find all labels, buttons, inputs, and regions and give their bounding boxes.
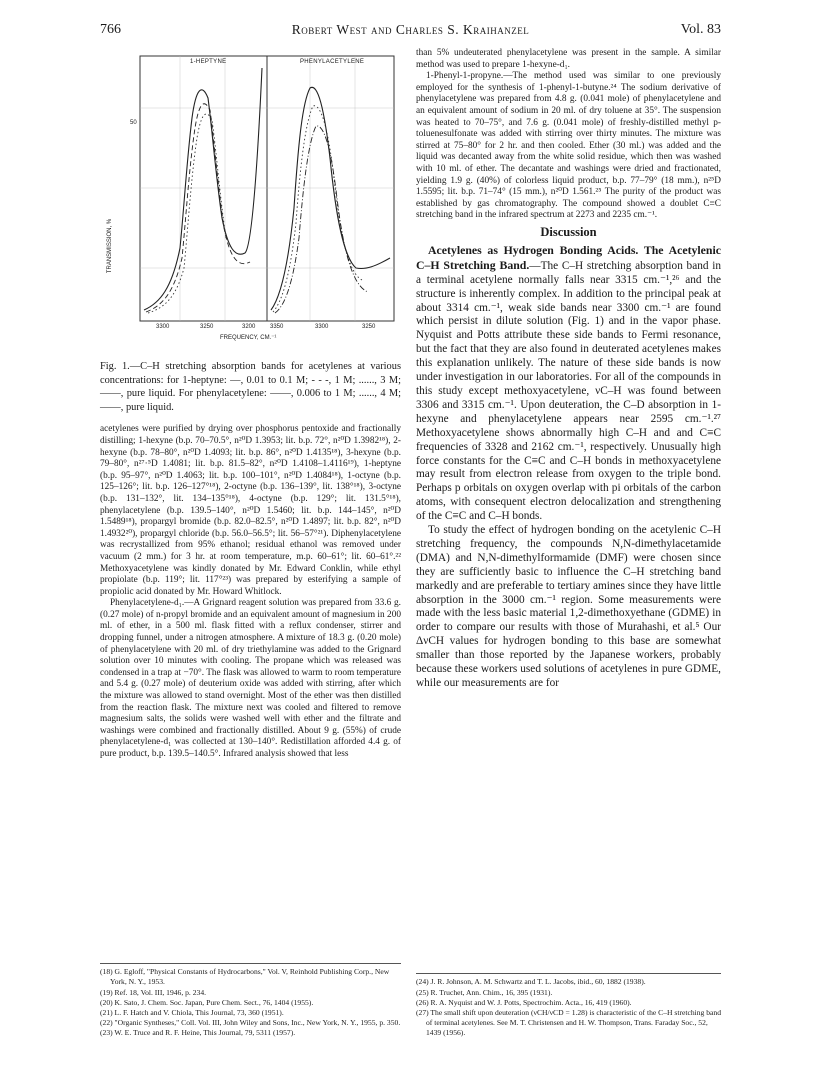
footnote: (22) "Organic Syntheses," Coll. Vol. III, John Wiley and Sons, Inc., New York, N. Y., 1955, p. 350.: [100, 1017, 401, 1027]
volume-label: Vol. 83: [680, 22, 721, 37]
series-heptyne-1m: [146, 104, 250, 312]
series-phenylacetylene-pure: [275, 126, 368, 313]
paragraph: Phenylacetylene-d₁.—A Grignard reagent solution was prepared from 33.6 g. (0.27 mole) of n-propyl bromide and an equivalent amount of magnesium in 200 ml. of ether, in a 500 ml. flask fitted with a reflux condenser, stirrer and dropping funnel, under a nitrogen atmosphere. A mixture of 18.3 g. (0.20 mole) of phenylacetylene with 20 ml. of dry triethylamine was added to the Grignard solution over 10 minutes with cooling. The propane which was released was condensed in a trap at −70°. The flask was allowed to warm to room temperature and 5.4 g. (0.27 mole) of deuterium oxide was added with stirring, after which the mixture was allowed to stand overnight. Most of the ether was then distilled from the reaction flask. The mixture next was cooled and filtered to remove magnesium salts, the solids were washed well with ether and the filtrate and washings were combined and fractionally distilled. About 9 g. (55%) of crude phenylacetylene-d₁ was collected at 130–140°. Redistillation afforded 4.4 g. of pure product, b.p. 139.5–140.5°. Infrared analysis showed that less: [100, 598, 401, 759]
x-tick-6: 3250: [362, 324, 376, 330]
page-number: 766: [100, 22, 121, 37]
left-footnotes: [100, 958, 401, 1038]
series-heptyne-dilute: [144, 68, 262, 310]
panel-label-right: PHENYLACETYLENE: [300, 59, 365, 65]
page-header: [100, 22, 721, 44]
right-column: [416, 48, 721, 1038]
footnote: (21) L. F. Hatch and V. Chiola, This Journal, 73, 360 (1951).: [100, 1007, 284, 1017]
x-tick-5: 3300: [315, 324, 329, 330]
footnote: (25) R. Truchet, Ann. Chim., 16, 395 (1931).: [416, 987, 553, 997]
section-heading: Discussion: [540, 224, 597, 239]
spectra-plot: [100, 48, 400, 348]
right-footnotes: [416, 968, 721, 1038]
paragraph: 1-Phenyl-1-propyne.—The method used was similar to one previously employed for the synthesis of 1-phenyl-1-butyne.²⁴ The sodium derivative of phenylacetylene was prepared from 4.8 g. (0.041 mole) of phenylacetylene and an equivalent amount of sodium in 20 ml. of dry toluene at 35°. The suspension was heated to 70–75°, and 7.6 g. (0.041 mole) of freshly-distilled methyl p-toluenesulfonate was added with stirring over thirty minutes. The mixture was stirred at 75–80° for 2 hr. and then cooled. Ether (30 ml.) was added and the liquid was decanted away from the white solid residue, which then was washed with 10 ml. of ether. The decantate and washings were dried and fractionated, yielding 1.9 g. (40%) of colorless liquid product, b.p. 77–79° (18 mm.), n²⁵D 1.5595; lit. b.p. 71–74° (15 mm.), n²⁰D 1.561.²⁵ The purity of the product was established by gas chromatography. The compound showed a doublet C≡C stretching band in the infrared spectrum at 2273 and 2235 cm.⁻¹.: [416, 71, 721, 221]
x-tick-1: 3300: [156, 324, 170, 330]
figure-caption: Fig. 1.—C–H stretching absorption bands for acetylenes at various concentrations: for 1-heptyne: —, 0.01 to 0.1 M; - - -, 1 M; ......, 3 M; ——, pure liquid. For phenylacetylene: ——, 0.006 to 1 M; ......, 4 M; ——, pure liquid.: [100, 361, 401, 413]
footnote-rule: [416, 973, 721, 974]
series-phenylacetylene-4m: [273, 106, 362, 312]
footnote: (23) W. E. Truce and R. F. Heine, This Journal, 79, 5311 (1957).: [100, 1027, 296, 1037]
x-tick-4: 3350: [270, 324, 284, 330]
discussion-body: [416, 244, 721, 691]
running-title: Robert West and Charles S. Kraihanzel: [291, 22, 530, 37]
subsection-heading: Acetylenes as Hydrogen Bonding Acids. The Acetylenic C–H Stretching Band.: [416, 242, 721, 272]
footnote: (19) Ref. 18, Vol. III, 1946, p. 234.: [100, 987, 207, 997]
left-body: [100, 424, 401, 760]
figure-1: [100, 48, 400, 348]
footnote: (26) R. A. Nyquist and W. J. Potts, Spectrochim. Acta., 16, 419 (1960).: [416, 997, 632, 1007]
footnote: (27) The small shift upon deuteration (νCH/νCD = 1.28) is characteristic of the C–H stretching band of terminal acetylenes. See M. T. Christensen and H. W. Thompson, Trans. Faraday Soc., 52, 1439 (1956).: [416, 1007, 721, 1037]
y-tick-label: 50: [130, 120, 137, 126]
footnote: (24) J. R. Johnson, A. M. Schwartz and T. L. Jacobs, ibid., 60, 1882 (1938).: [416, 977, 646, 987]
x-tick-3: 3200: [242, 324, 256, 330]
left-column: [100, 48, 401, 1038]
panel-label-left: 1-HEPTYNE: [190, 59, 227, 65]
series-phenylacetylene-dilute: [271, 87, 390, 310]
paragraph: than 5% undeuterated phenylacetylene was present in the sample. A similar method was used to prepare 1-hexyne-d₁.: [416, 48, 721, 70]
paragraph: To study the effect of hydrogen bonding on the acetylenic C–H stretching frequency, the compounds N,N-dimethylacetamide (DMA) and N,N-dimethylformamide (DMF) were chosen since they are sufficiently basic to influence the C–H stretching band markedly and are preferable to tertiary amines since they have little absorption in the 3000 cm.⁻¹ region. Some measurements were made with the less basic material 1,2-dimethoxyethane (GDME) in order to compare our results with those of Murahashi, et al.⁵ Our ΔνCH values for hydrogen bonding to this base are somewhat smaller than those reported by the Japanese workers, probably because these workers used solutions of acetylenes in pure GDME, while our measurements are for: [416, 524, 721, 689]
x-tick-2: 3250: [200, 324, 214, 330]
paragraph-text: —The C–H stretching absorption band in a terminal acetylene normally falls near 3315 cm.⁻¹,²⁶ and the structure is inherently complex. In addition to the principal peak at about 3314 cm.⁻¹, weak side bands near 3300 cm.⁻¹ are found which persist in dilute solution (Fig. 1) and in the vapor phase. Nyquist and Potts attribute these side bands to Fermi resonance, but the fact that they are also found in deuterated acetylenes makes this explanation unlikely. The nature of these side bands is now under investigation in our laboratories. For all of the compounds in this study except methoxyacetylene, νC–H was found between 3306 and 3315 cm.⁻¹. Upon deuteration, the C–D absorption in 1-hexyne and phenylacetylene appears near 2595 cm.⁻¹.²⁷ Methoxyacetylene shows abnormally high C–H and and C≡C frequencies of 3328 and 2162 cm.⁻¹, respectively. Unusually high force constants for the C≡C and C–H bonds in methoxyacetylene may result from electron release from oxygen to the triple bond. Perhaps p orbitals on oxygen overlap with pi orbitals of the carbon atoms, with consequent electron delocalization and strengthening of the C≡C and C–H bonds.: [416, 259, 721, 523]
footnote: (20) K. Sato, J. Chem. Soc. Japan, Pure Chem. Sect., 76, 1404 (1955).: [100, 997, 314, 1007]
paragraph: acetylenes were purified by drying over phosphorus pentoxide and fractionally distilling; 1-hexyne (b.p. 70–70.5°, n²⁰D 1.3953; lit. b.p. 72°, n²⁰D 1.3982¹⁸), 2-hexyne (b.p. 78–80°, n²⁰D 1.4093; lit. b.p. 86°, n²⁰D 1.4135¹⁸), 3-hexyne (b.p. 79–80°, n²⁷·⁵D 1.4081; lit. b.p. 81.5–82°, n²⁰D 1.4108–1.4116¹⁹), 1-heptyne (b.p. 95–97°, n²⁰D 1.4063; lit. b.p. 100–101°, n²⁰D 1.4084¹⁸), 1-octyne (b.p. 125–126°; lit. b.p. 126–127°¹⁸), 2-octyne (b.p. 136–139°, lit. 138°¹⁸), 3-octyne (b.p. 131–132°, lit. 134–135°¹⁸), 4-octyne (b.p. 129°; lit. 131.5°¹⁸), phenylacetylene (b.p. 139.5–140°, n²⁰D 1.5460; lit. b.p. 144–145°, n²⁰D 1.5489¹⁸), propargyl bromide (b.p. 82.0–82.5°, n²⁰D 1.4897; lit. b.p. 82°, n²⁰D 1.4932²⁰), propargyl chloride (b.p. 56.0–56.5°; lit. 56–57°²¹). Diphenylacetylene was recrystallized from 95% ethanol; residual ethanol was removed under vacuum (2 mm.) for 3 hr. at room temperature, m.p. 60–61°; lit. 60–61°.²² Methoxyacetylene was kindly donated by Mr. Edward Conklin, while ethyl propiolate (b.p. 119°; lit. 117°²³) was prepared by esterifying a sample of propiolic acid donated by Mr. Howard Whitlock.: [100, 424, 401, 597]
footnote-rule: [100, 963, 401, 964]
right-top-body: [416, 48, 721, 222]
footnote: (18) G. Egloff, "Physical Constants of Hydrocarbons," Vol. V, Reinhold Publishing Corp., New York, N. Y., 1953.: [100, 967, 390, 987]
y-axis-label: TRANSMISSION, %: [107, 218, 113, 274]
paragraph: [416, 244, 721, 524]
x-axis-label: FREQUENCY, CM.⁻¹: [220, 335, 277, 341]
